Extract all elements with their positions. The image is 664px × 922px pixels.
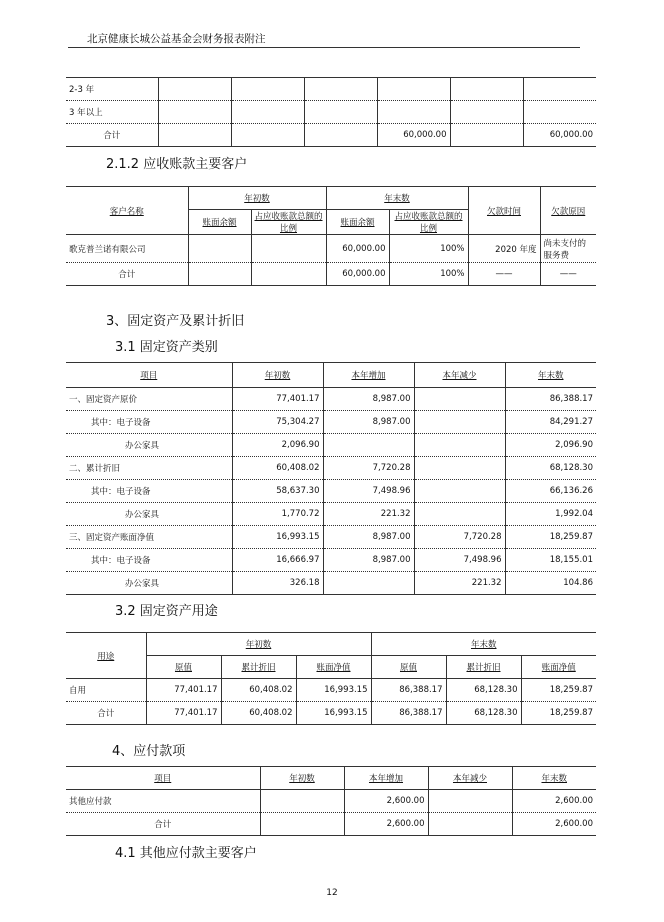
col-net: 账面净值 [296,656,371,679]
col-ratio: 占应收账款总额的比例 [251,210,326,235]
cell-value: 221.32 [414,572,505,595]
col-reason: 欠款原因 [540,187,596,235]
fixed-asset-categories-table [66,362,596,595]
table-row [66,263,596,286]
cell-value: 68,128.30 [446,702,521,725]
col-end: 年末数 [512,767,596,790]
total-label: 合计 [66,263,188,286]
cell-value: 7,720.28 [414,526,505,549]
cell-value: 18,259.87 [521,679,596,702]
col-use: 用途 [66,633,146,679]
col-original: 原值 [146,656,221,679]
table-row [66,457,596,480]
col-balance: 账面余额 [188,210,251,235]
cell-value: 86,388.17 [371,702,446,725]
cell-value: 16,666.97 [232,549,323,572]
total-label: 合计 [66,813,260,836]
customer-name: 歌克普兰诺有限公司 [66,235,188,263]
col-begin: 年初数 [232,363,323,388]
cell-value: 2,600.00 [344,813,428,836]
cell-value [414,411,505,434]
cell-value: 8,987.00 [323,549,414,572]
table-row [66,235,596,263]
section-title-4-1: 4.1 其他应付款主要客户 [115,846,257,861]
col-depreciation: 累计折旧 [221,656,296,679]
row-label: 二、累计折旧 [66,457,232,480]
row-label: 3 年以上 [66,101,158,124]
table-row [66,388,596,411]
cell-value: 16,993.15 [296,679,371,702]
col-item: 项目 [66,767,260,790]
col-time: 欠款时间 [468,187,540,235]
cell-value: 77,401.17 [232,388,323,411]
cell-value: 326.18 [232,572,323,595]
cell-value: 8,987.00 [323,526,414,549]
cell-value: 16,993.15 [232,526,323,549]
col-decrease: 本年减少 [428,767,512,790]
cell-value: 7,498.96 [414,549,505,572]
col-customer: 客户名称 [66,187,188,235]
cell-value: 60,000.00 [377,124,450,147]
cell-value: 58,637.30 [232,480,323,503]
receivables-customers-table [66,186,596,286]
table-row [66,790,596,813]
cell-value [414,388,505,411]
row-label: 其中：电子设备 [66,480,232,503]
cell-value: 60,408.02 [221,702,296,725]
cell-value: 60,000.00 [326,263,389,286]
col-begin: 年初数 [188,187,326,210]
cell-value: 75,304.27 [232,411,323,434]
cell-value: 66,136.26 [505,480,596,503]
payables-table [66,766,596,836]
col-balance: 账面余额 [326,210,389,235]
cell-value: 68,128.30 [446,679,521,702]
table-row [66,434,596,457]
row-label: 三、固定资产账面净值 [66,526,232,549]
row-label: 其中：电子设备 [66,411,232,434]
cell-value: 7,498.96 [323,480,414,503]
row-label: 办公家具 [66,572,232,595]
cell-value: 86,388.17 [371,679,446,702]
col-end: 年末数 [326,187,468,210]
page-header-title: 北京健康长城公益基金会财务报表附注 [87,33,266,45]
cell-value: 221.32 [323,503,414,526]
col-net: 账面净值 [521,656,596,679]
cell-value: 2,600.00 [344,790,428,813]
col-item: 项目 [66,363,232,388]
col-end: 年末数 [371,633,596,656]
cell-value: 2,096.90 [505,434,596,457]
cell-value: —— [468,263,540,286]
cell-value: 8,987.00 [323,411,414,434]
cell-value: 尚未支付的服务费 [540,235,596,263]
row-label: 其中：电子设备 [66,549,232,572]
row-label: 2-3 年 [66,78,158,101]
col-begin: 年初数 [260,767,344,790]
cell-value [260,813,344,836]
cell-value: 100% [389,263,468,286]
table-row [66,813,596,836]
col-original: 原值 [371,656,446,679]
cell-value: 100% [389,235,468,263]
cell-value: 2,600.00 [512,790,596,813]
section-title-3-2: 3.2 固定资产用途 [115,604,218,619]
table-row [66,78,596,101]
cell-value [260,790,344,813]
col-increase: 本年增加 [344,767,428,790]
aging-tail-table [66,77,596,147]
table-row [66,411,596,434]
col-begin: 年初数 [146,633,371,656]
table-row [66,480,596,503]
col-increase: 本年增加 [323,363,414,388]
cell-value: 18,155.01 [505,549,596,572]
table-row [66,503,596,526]
cell-value: 86,388.17 [505,388,596,411]
cell-value [323,572,414,595]
table-row [66,549,596,572]
cell-value: 60,000.00 [326,235,389,263]
cell-value: 104.86 [505,572,596,595]
table-row [66,679,596,702]
cell-value: 1,770.72 [232,503,323,526]
cell-value [428,790,512,813]
cell-value: 84,291.27 [505,411,596,434]
fixed-asset-usage-table [66,632,596,725]
cell-value [414,457,505,480]
table-row [66,526,596,549]
section-title-3: 3、固定资产及累计折旧 [106,314,245,329]
cell-value: 2,096.90 [232,434,323,457]
cell-value: 60,408.02 [232,457,323,480]
total-label: 合计 [66,702,146,725]
table-row [66,572,596,595]
cell-value: 2020 年度 [468,235,540,263]
cell-value [414,480,505,503]
col-decrease: 本年减少 [414,363,505,388]
row-label: 自用 [66,679,146,702]
cell-value: 16,993.15 [296,702,371,725]
table-row [66,702,596,725]
section-title-3-1: 3.1 固定资产类别 [115,340,218,355]
row-label: 办公家具 [66,434,232,457]
page-number: 12 [326,888,338,898]
cell-value: 2,600.00 [512,813,596,836]
table-row [66,124,596,147]
cell-value: —— [540,263,596,286]
row-label: 办公家具 [66,503,232,526]
section-title-4: 4、应付款项 [112,744,186,759]
total-label: 合计 [66,124,158,147]
cell-value [414,503,505,526]
header-rule [68,47,580,48]
col-depreciation: 累计折旧 [446,656,521,679]
cell-value: 68,128.30 [505,457,596,480]
cell-value: 77,401.17 [146,679,221,702]
cell-value: 18,259.87 [505,526,596,549]
cell-value: 1,992.04 [505,503,596,526]
cell-value: 7,720.28 [323,457,414,480]
col-end: 年末数 [505,363,596,388]
cell-value [414,434,505,457]
cell-value: 8,987.00 [323,388,414,411]
cell-value: 60,408.02 [221,679,296,702]
table-row [66,101,596,124]
cell-value [323,434,414,457]
section-title-2-1-2: 2.1.2 应收账款主要客户 [106,157,248,172]
cell-value: 77,401.17 [146,702,221,725]
col-ratio: 占应收账款总额的比例 [389,210,468,235]
cell-value: 60,000.00 [523,124,596,147]
row-label: 其他应付款 [66,790,260,813]
cell-value: 18,259.87 [521,702,596,725]
row-label: 一、固定资产原价 [66,388,232,411]
cell-value [428,813,512,836]
